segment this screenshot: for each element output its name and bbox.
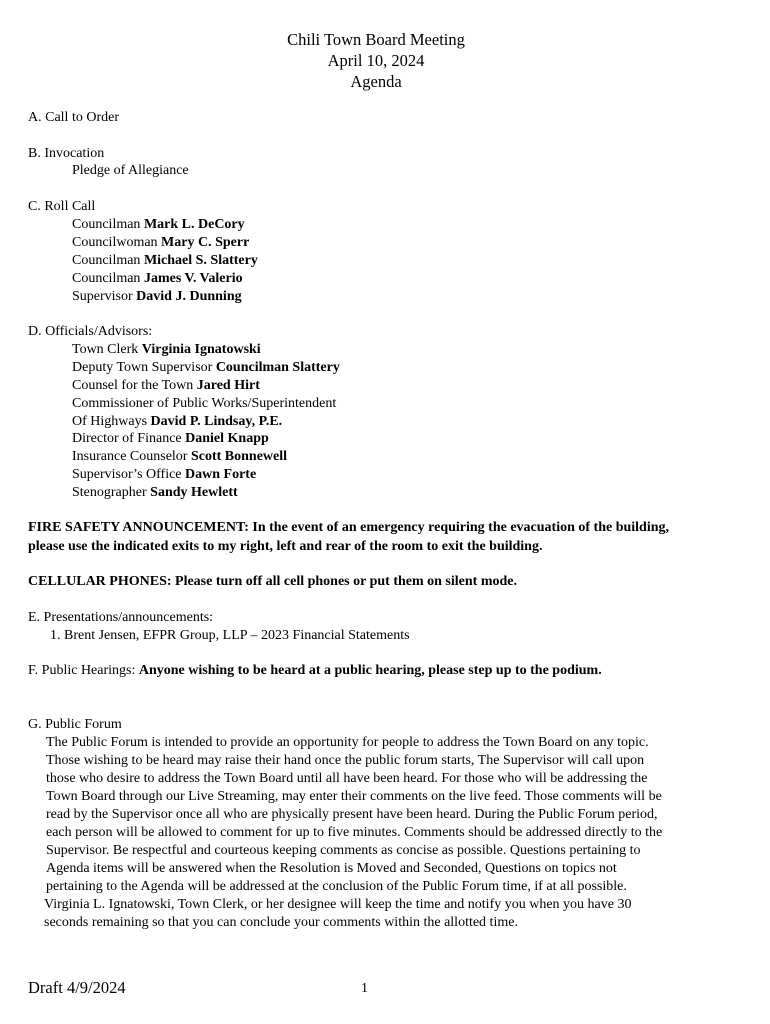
official-item: Commissioner of Public Works/Superintendent [72, 396, 337, 411]
paragraph-line: Agenda items will be answered when the Resolution is Moved and Seconded, Questions on topics not [46, 861, 617, 876]
official-item: Director of Finance Daniel Knapp [72, 431, 269, 446]
section-c-heading: C. Roll Call [28, 199, 96, 214]
official-item: Supervisor’s Office Dawn Forte [72, 467, 257, 482]
meeting-date: April 10, 2024 [327, 51, 425, 70]
cellular-phones-notice: CELLULAR PHONES: Please turn off all cell phones or put them on silent mode. [28, 574, 517, 589]
paragraph-line: Supervisor. Be respectful and courteous keeping comments as concise as possible. Questions pertaining to [46, 843, 641, 858]
official-item: Insurance Counselor Scott Bonnewell [72, 449, 288, 464]
draft-date: Draft 4/9/2024 [28, 978, 126, 997]
paragraph-line: Those wishing to be heard may raise their hand once the public forum starts, The Supervisor will call upon [46, 753, 645, 768]
paragraph-line: each person will be allowed to comment for up to five minutes. Comments should be addressed directly to the [46, 825, 663, 840]
fire-safety-line-1: FIRE SAFETY ANNOUNCEMENT: In the event of an emergency requiring the evacuation of the building, [28, 520, 670, 535]
official-item: Stenographer Sandy Hewlett [72, 485, 238, 500]
paragraph-line: read by the Supervisor once all who are physically present have been heard. During the Public Forum period, [46, 807, 658, 822]
section-a-call-to-order: A. Call to Order [28, 110, 119, 125]
roll-call-member: Supervisor David J. Dunning [72, 289, 242, 304]
paragraph-line: those who desire to address the Town Board until all have been heard. For those who will be addressing the [46, 771, 648, 786]
roll-call-member: Councilman Mark L. DeCory [72, 217, 245, 232]
agenda-title: Agenda [350, 72, 402, 91]
official-item: Town Clerk Virginia Ignatowski [72, 342, 261, 357]
official-item: Of Highways David P. Lindsay, P.E. [72, 414, 283, 429]
meeting-title: Chili Town Board Meeting [287, 30, 465, 49]
section-g-heading: G. Public Forum [28, 717, 122, 732]
page-number: 1 [361, 981, 368, 996]
roll-call-member: Councilwoman Mary C. Sperr [72, 235, 250, 250]
paragraph-line: The Public Forum is intended to provide an opportunity for people to address the Town Board on any topic. [46, 735, 649, 750]
official-item: Deputy Town Supervisor Councilman Slattery [72, 360, 340, 375]
public-forum-paragraph [46, 734, 746, 932]
roll-call-member: Councilman Michael S. Slattery [72, 253, 258, 268]
section-e-item: 1. Brent Jensen, EFPR Group, LLP – 2023 Financial Statements [50, 628, 410, 643]
paragraph-line: pertaining to the Agenda will be addressed at the conclusion of the Public Forum time, if at all possible. [46, 879, 627, 894]
paragraph-line: Virginia L. Ignatowski, Town Clerk, or her designee will keep the time and notify you when you have 30 [44, 897, 632, 912]
paragraph-line: seconds remaining so that you can conclude your comments within the allotted time. [44, 915, 518, 930]
section-f-public-hearings: F. Public Hearings: Anyone wishing to be heard at a public hearing, please step up to the podium. [28, 663, 602, 678]
fire-safety-line-2: please use the indicated exits to my right, left and rear of the room to exit the building. [28, 539, 543, 554]
document-header [0, 29, 752, 92]
official-item: Counsel for the Town Jared Hirt [72, 378, 260, 393]
section-b-item: Pledge of Allegiance [72, 163, 189, 178]
section-e-heading: E. Presentations/announcements: [28, 610, 214, 625]
paragraph-line: Town Board through our Live Streaming, may enter their comments on the live feed. Those comments will be [46, 789, 662, 804]
roll-call-member: Councilman James V. Valerio [72, 271, 243, 286]
section-b-heading: B. Invocation [28, 146, 105, 161]
section-d-heading: D. Officials/Advisors: [28, 324, 153, 339]
